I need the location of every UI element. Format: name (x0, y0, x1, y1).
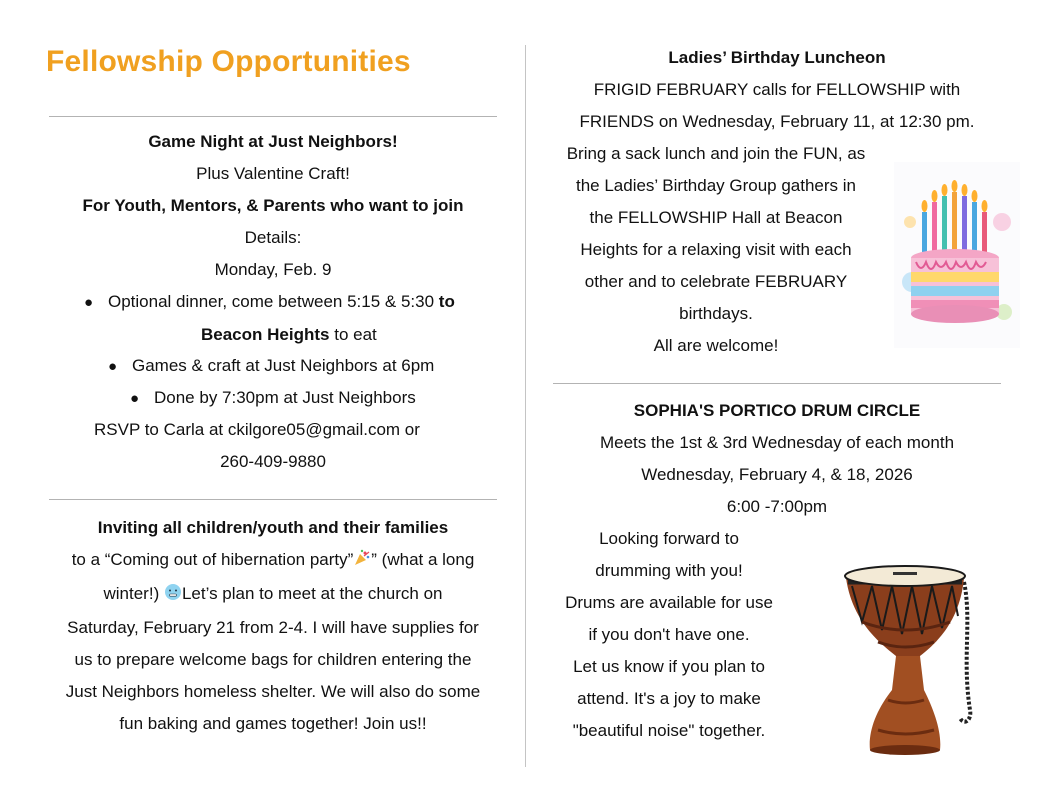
luncheon-line: FRIENDS on Wednesday, February 11, at 12:30 pm. (579, 112, 975, 131)
page-title: Fellowship Opportunities (46, 45, 411, 78)
luncheon-line: birthdays. (679, 304, 753, 323)
drum-circle-section (552, 395, 1002, 523)
drum-circle-line: Let us know if you plan to (573, 657, 765, 676)
drum-circle-line: drumming with you! (595, 561, 743, 580)
luncheon-line: the FELLOWSHIP Hall at Beacon (589, 208, 843, 227)
hibernation-line: us to prepare welcome bags for children entering the (74, 650, 472, 669)
hibernation-line: Saturday, February 21 from 2-4. I will have supplies for (67, 618, 479, 637)
luncheon-line: Heights for a relaxing visit with each (580, 240, 852, 259)
rsvp-line: RSVP to Carla at ckilgore05@gmail.com or (94, 420, 420, 439)
djembe-drum-photo (838, 560, 978, 760)
hibernation-section (30, 512, 516, 740)
bullet-dot-icon: ● (84, 294, 94, 311)
bullet-dot-icon: ● (130, 390, 140, 407)
column-divider (525, 45, 526, 767)
drum-circle-line: 6:00 -7:00pm (726, 497, 828, 516)
birthday-cake-illustration (894, 162, 1020, 348)
drum-circle-line: Looking forward to (599, 529, 739, 548)
hibernation-line: winter!) Let’s plan to meet at the church on (30, 578, 516, 612)
bullet-item: ● Done by 7:30pm at Just Neighbors (130, 382, 416, 415)
luncheon-line: FRIGID FEBRUARY calls for FELLOWSHIP with (593, 80, 961, 99)
game-night-audience: For Youth, Mentors, & Parents who want to join (82, 196, 464, 215)
bullet-item: ● Games & craft at Just Neighbors at 6pm (108, 350, 434, 383)
party-popper-icon (353, 546, 371, 578)
hibernation-line: to a “Coming out of hibernation party” ” (what a long (30, 544, 516, 578)
hibernation-line: fun baking and games together! Join us!! (119, 714, 427, 733)
drum-circle-body (546, 523, 792, 747)
hibernation-heading: Inviting all children/youth and their families (97, 518, 449, 537)
luncheon-section (552, 42, 1002, 138)
luncheon-line: All are welcome! (653, 336, 779, 355)
bullet-item: ● Optional dinner, come between 5:15 & 5:30 to Beacon Heights to eat (84, 286, 455, 351)
section-divider (553, 383, 1001, 384)
game-night-date: Monday, Feb. 9 (214, 260, 332, 279)
cold-face-icon (164, 580, 182, 612)
drum-circle-line: "beautiful noise" together. (572, 721, 766, 740)
drum-circle-line: Drums are available for use (565, 593, 773, 612)
game-night-subheading: Plus Valentine Craft! (196, 164, 350, 183)
rsvp-block (30, 414, 516, 478)
drum-circle-heading: SOPHIA'S PORTICO DRUM CIRCLE (633, 401, 921, 420)
game-night-details-label: Details: (244, 228, 302, 247)
drum-circle-line: Wednesday, February 4, & 18, 2026 (641, 465, 913, 484)
luncheon-line: Bring a sack lunch and join the FUN, as (566, 144, 866, 163)
luncheon-line: the Ladies’ Birthday Group gathers in (575, 176, 857, 195)
bullet-dot-icon: ● (108, 358, 118, 375)
luncheon-line: other and to celebrate FEBRUARY (584, 272, 848, 291)
hibernation-line: Just Neighbors homeless shelter. We will also do some (65, 682, 481, 701)
section-divider (49, 499, 497, 500)
rsvp-phone: 260-409-9880 (220, 452, 326, 471)
game-night-heading: Game Night at Just Neighbors! (148, 132, 398, 151)
section-divider (49, 116, 497, 117)
drum-circle-line: if you don't have one. (588, 625, 750, 644)
drum-circle-line: attend. It's a joy to make (577, 689, 761, 708)
game-night-section (30, 126, 516, 286)
luncheon-heading: Ladies’ Birthday Luncheon (668, 48, 886, 67)
luncheon-body (540, 138, 892, 362)
drum-circle-line: Meets the 1st & 3rd Wednesday of each month (599, 433, 955, 452)
